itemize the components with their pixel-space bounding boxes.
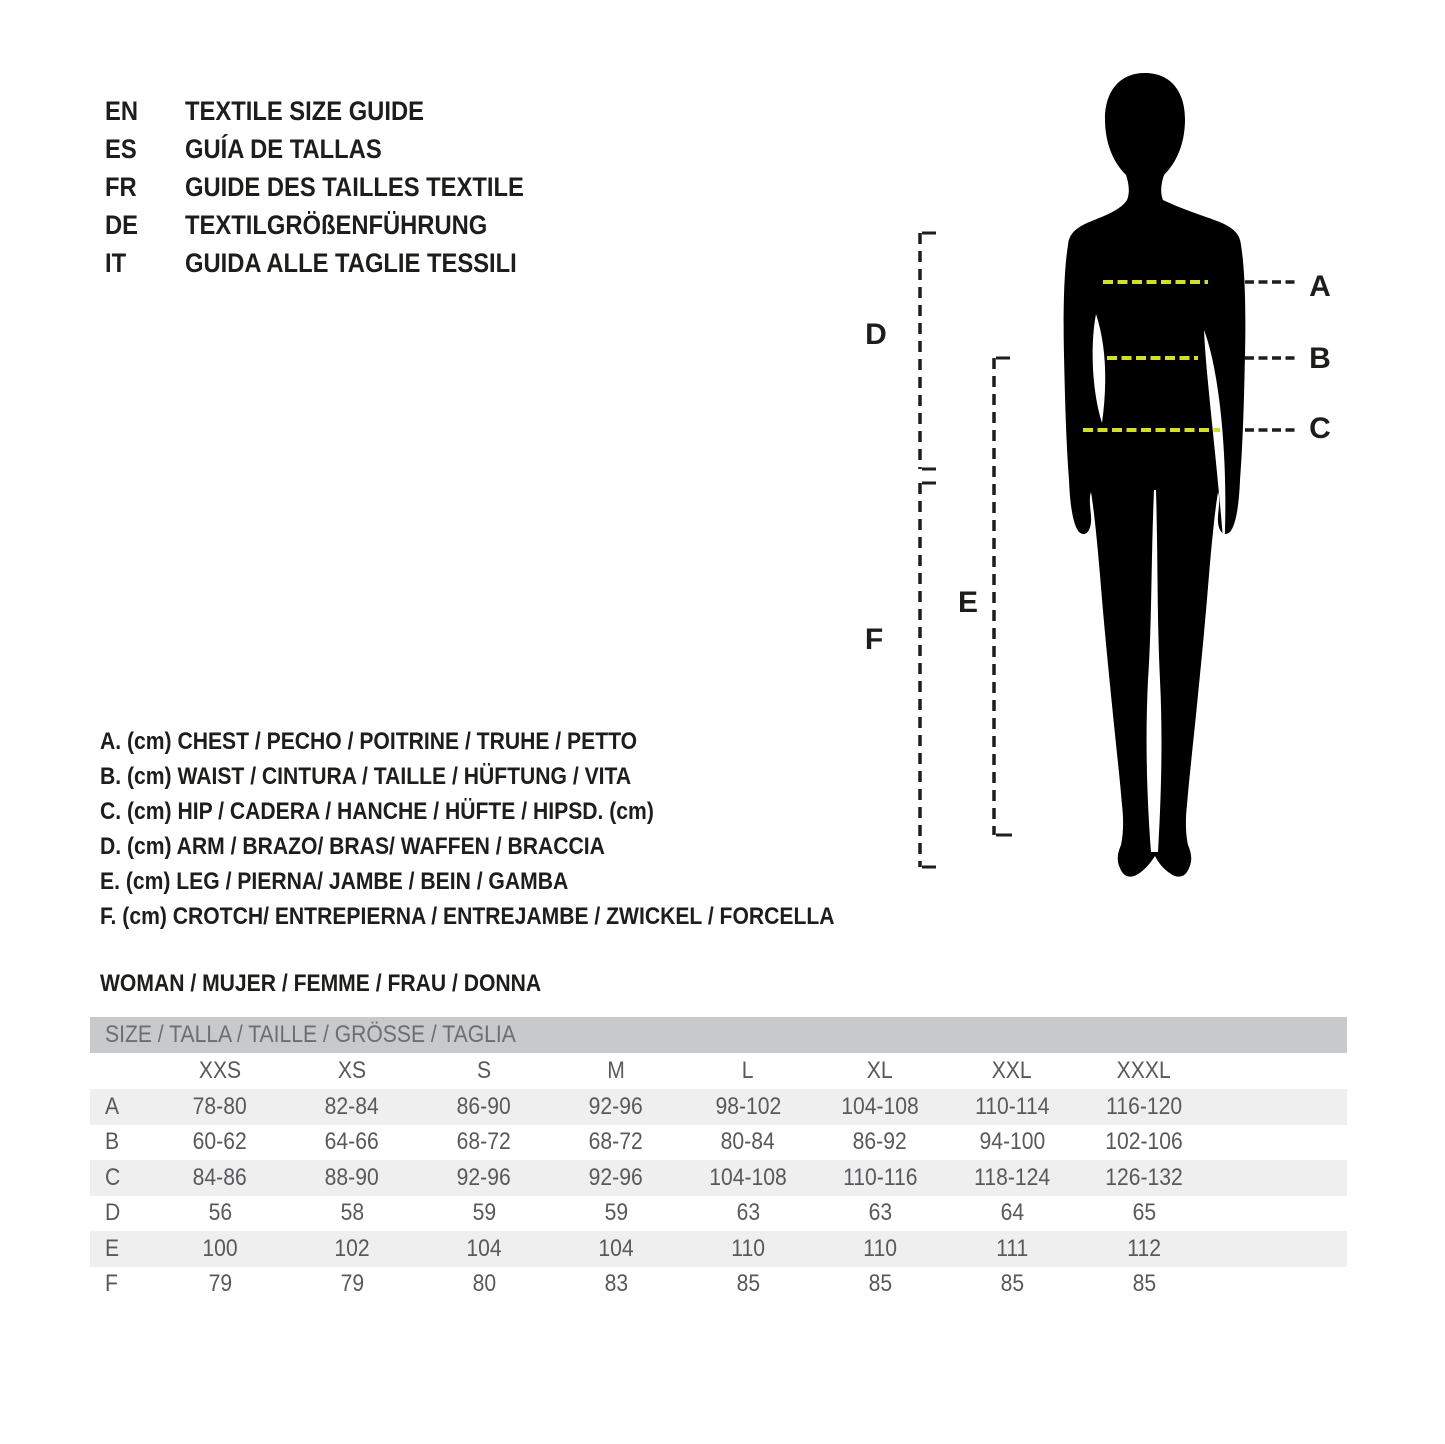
size-table-title: SIZE / TALLA / TAILLE / GRÖSSE / TAGLIA [105,1021,516,1048]
legend-leg: E. (cm) LEG / PIERNA/ JAMBE / BEIN / GAMBA [100,867,569,895]
size-col-xxxl: XXXL [1116,1057,1172,1084]
language-code-it: IT [105,247,127,278]
size-col-xs: XS [337,1057,367,1084]
size-col-m: M [607,1057,625,1084]
table-row-c: C 84-86 88-90 92-96 92-96 104-108 110-116 118-124 126-132 [90,1160,1347,1196]
language-code-fr: FR [105,171,137,202]
legend-waist: B. (cm) WAIST / CINTURA / TAILLE / HÜFTUNG / VITA [100,762,632,790]
title-fr: GUIDE DES TAILLES TEXTILE [185,171,524,202]
measurement-legend [100,724,935,934]
size-col-xxl: XXL [992,1057,1032,1084]
marker-b-label: B [1309,342,1331,375]
table-row-a: A 78-80 82-84 86-90 92-96 98-102 104-108 110-114 116-120 [90,1089,1347,1125]
size-col-s: S [476,1057,492,1084]
language-code-es: ES [105,133,137,164]
language-title-block [105,92,570,282]
legend-chest: A. (cm) CHEST / PECHO / POITRINE / TRUHE / PETTO [100,727,638,755]
legend-arm: D. (cm) ARM / BRAZO/ BRAS/ WAFFEN / BRACCIA [100,832,605,860]
table-row-e: E 100 102 104 104 110 110 111 112 [90,1231,1347,1267]
table-row-d: D 56 58 59 59 63 63 64 65 [105,1199,1156,1227]
size-table-header-bar [90,1017,1347,1053]
language-row-fr [105,168,570,206]
title-en: TEXTILE SIZE GUIDE [185,95,424,126]
size-col-xxs: XXS [198,1057,242,1084]
size-col-l: L [742,1057,754,1084]
size-col-xl: XL [867,1057,893,1084]
marker-c-label: C [1309,412,1331,445]
marker-e-label: E [957,586,979,619]
marker-a-label: A [1309,270,1331,303]
title-es: GUÍA DE TALLAS [185,133,382,164]
title-de: TEXTILGRÖßENFÜHRUNG [185,209,488,240]
title-it: GUIDA ALLE TAGLIE TESSILI [185,247,517,278]
table-row-f: F 79 79 80 83 85 85 85 85 [105,1270,1156,1298]
table-row-b: B 60-62 64-66 68-72 68-72 80-84 86-92 94-100 102-106 [105,1128,1183,1156]
language-code-en: EN [105,95,139,126]
language-row-it [105,244,570,282]
language-code-de: DE [105,209,139,240]
size-table [90,1017,1347,1302]
legend-crotch: F. (cm) CROTCH/ ENTREPIERNA / ENTREJAMBE / ZWICKEL / FORCELLA [100,902,835,930]
size-header-row [90,1053,1347,1089]
marker-d-label: D [865,318,887,351]
language-row-es [105,130,570,168]
legend-hip: C. (cm) HIP / CADERA / HANCHE / HÜFTE / HIPSD. (cm) [100,797,654,825]
language-row-de [105,206,570,244]
marker-f-label: F [864,623,884,656]
language-row-en [105,92,570,130]
gender-heading: WOMAN / MUJER / FEMME / FRAU / DONNA [100,969,542,997]
